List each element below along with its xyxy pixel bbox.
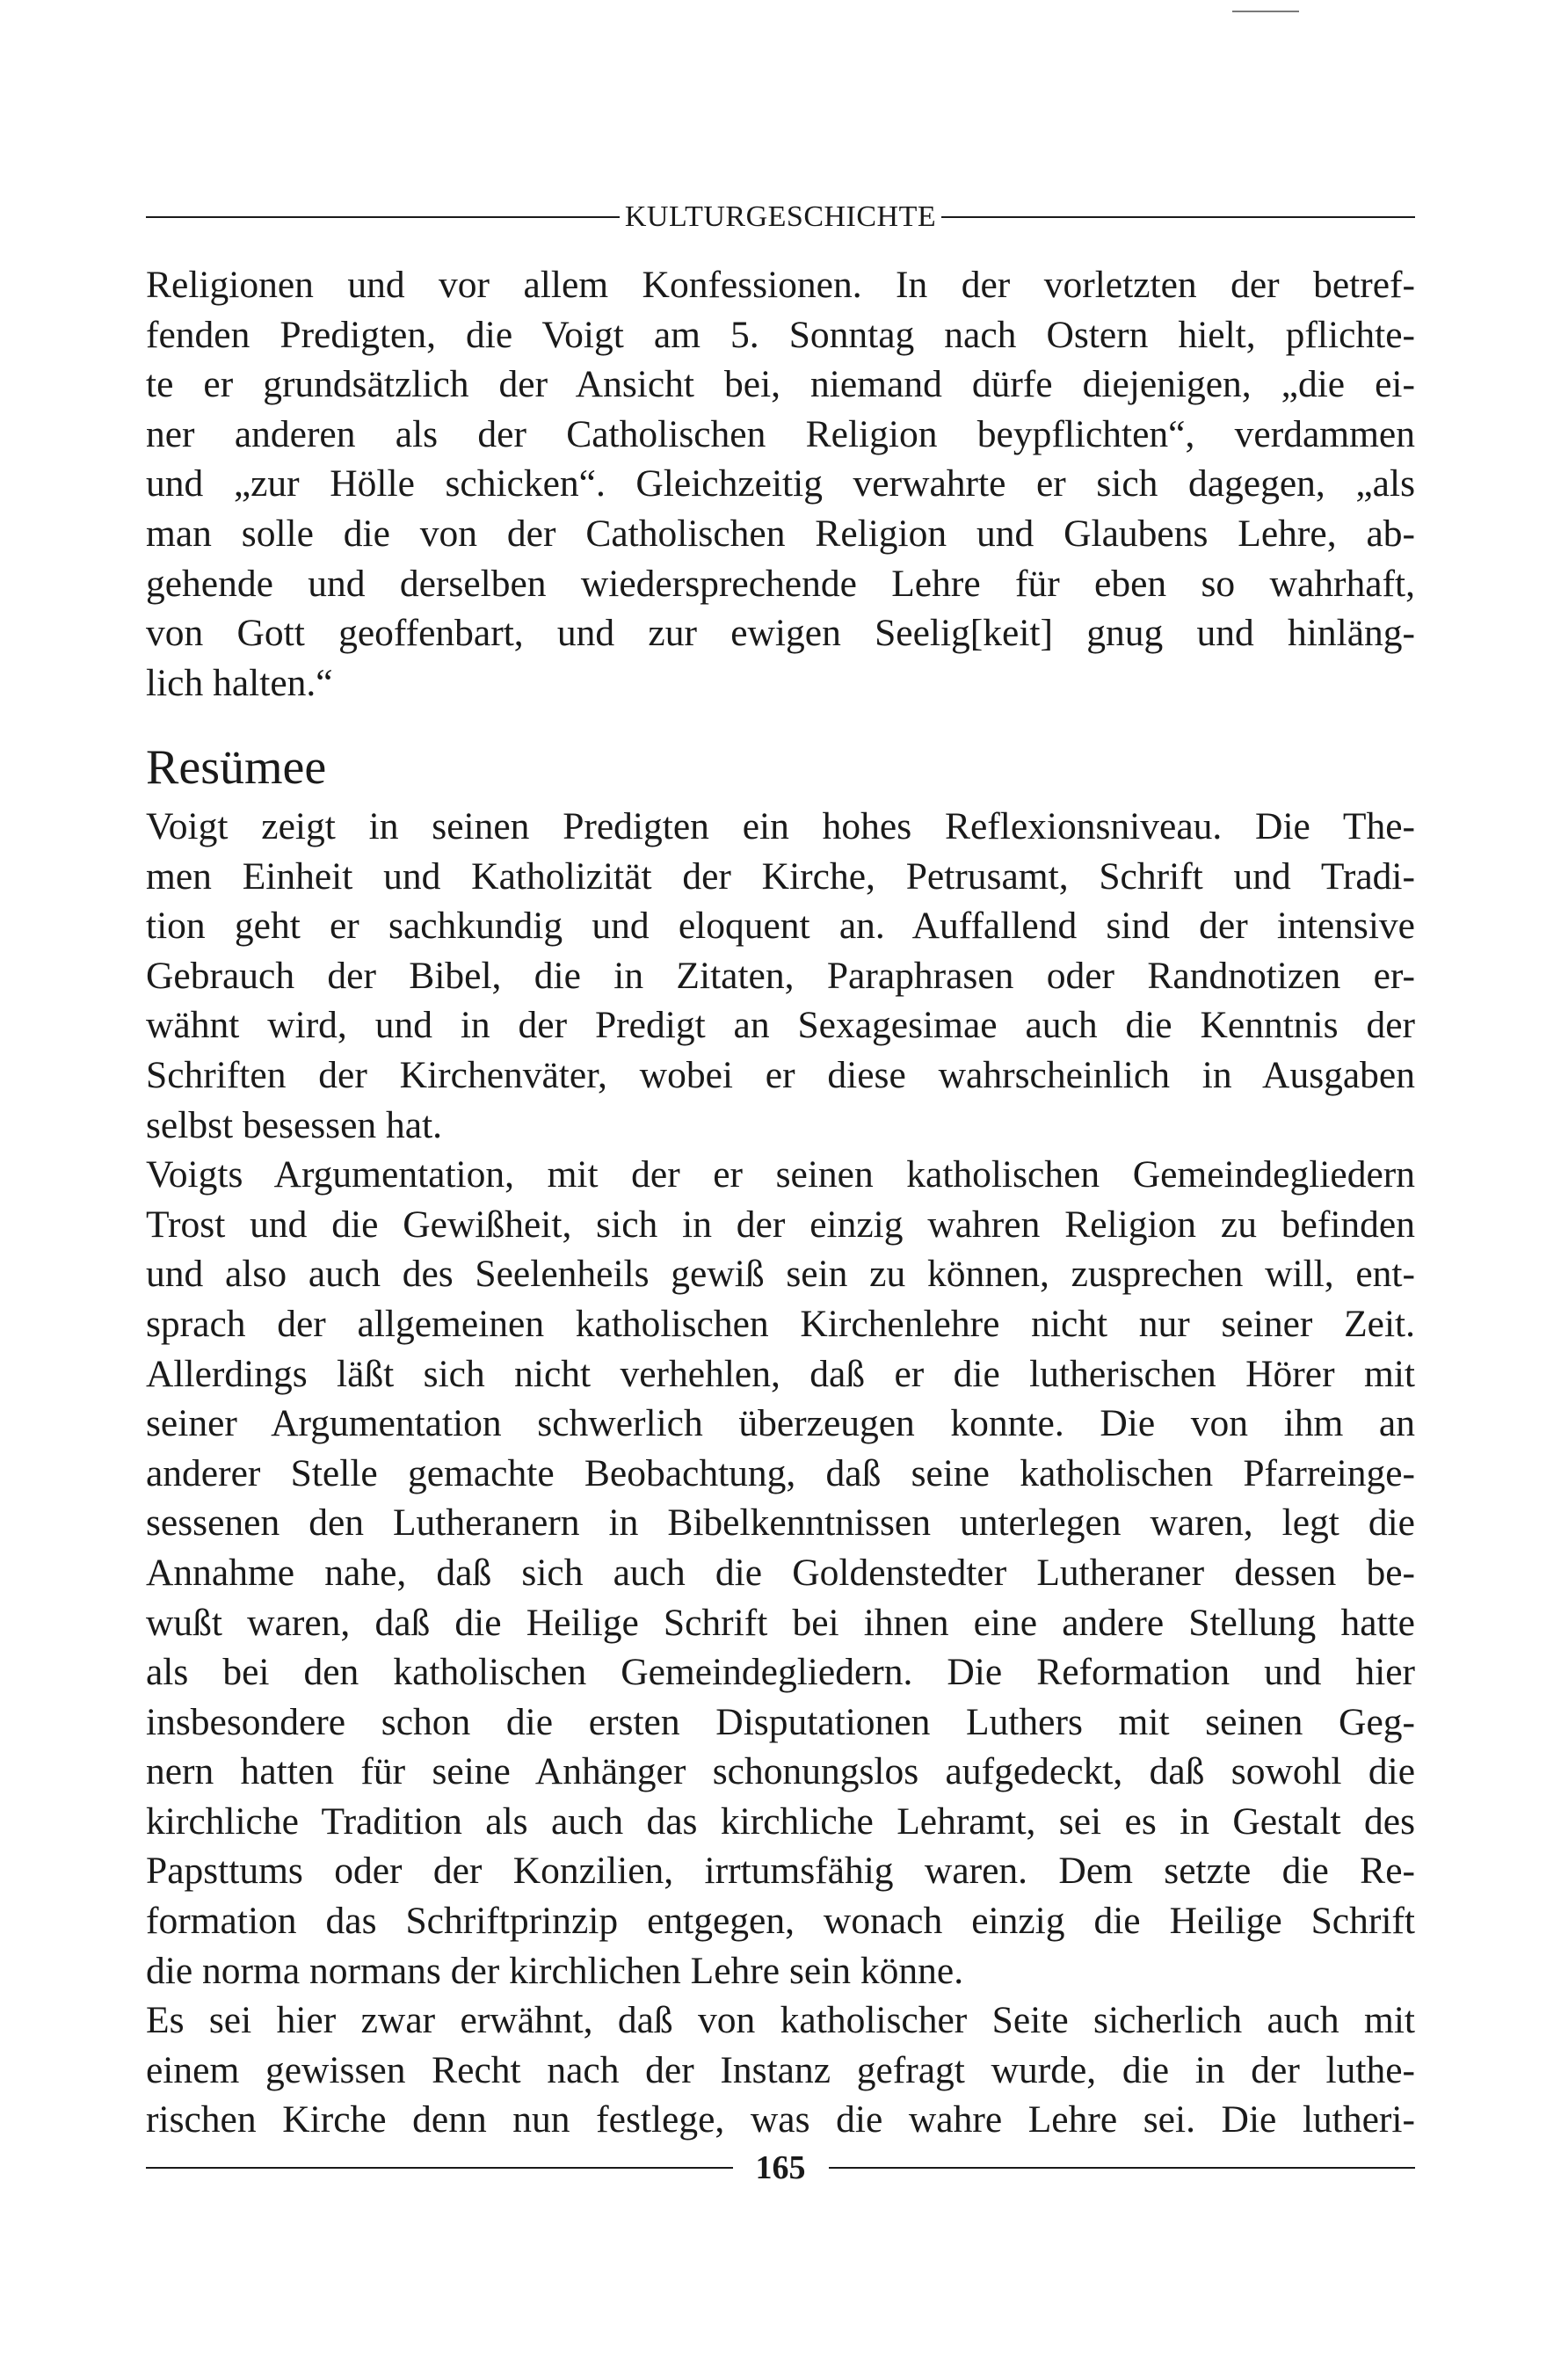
top-edge-rule [1232,11,1299,12]
text-line: te er grundsätzlich der Ansicht bei, niemand dürfe diejenigen, „die ei- [146,363,1415,406]
text-line: sprach der allgemeinen katholischen Kirchenlehre nicht nur seiner Zeit. [146,1302,1415,1345]
text-line: ner anderen als der Catholischen Religion beypflichten“, verdammen [146,412,1415,455]
text-line: als bei den katholischen Gemeindegliedern. Die Reformation und hier [146,1651,1415,1694]
text-line: von Gott geoffenbart, und zur ewigen Seelig[keit] gnug und hinläng- [146,612,1415,655]
page-number: 165 [755,2149,806,2186]
text-line: lich halten.“ [146,661,333,704]
text-line: Annahme nahe, daß sich auch die Goldenstedter Lutheraner dessen be- [146,1551,1415,1594]
text-line: Voigts Argumentation, mit der er seinen katholischen Gemeindegliedern [146,1153,1415,1196]
section-heading: Resümee [146,740,327,795]
paragraph-3 [146,1996,1415,2145]
text-line: sessenen den Lutheranern in Bibelkenntnissen unterlegen waren, legt die [146,1501,1415,1545]
text-line: Trost und die Gewißheit, sich in der einzig wahren Religion zu befinden [146,1203,1415,1246]
footer-rule-left [146,2167,733,2169]
text-line: rischen Kirche denn nun festlege, was die wahre Lehre sei. Die lutheri- [146,2098,1415,2141]
header-rule-right [941,216,1415,218]
running-header [146,195,1415,239]
text-line: selbst besessen hat. [146,1103,443,1146]
text-line: gehende und derselben wiedersprechende Lehre für eben so wahrhaft, [146,562,1415,605]
header-rule-left [146,216,620,218]
footer-rule-right [829,2167,1416,2169]
text-line: einem gewissen Recht nach der Instanz gefragt wurde, die in der luthe- [146,2048,1415,2091]
text-line: Allerdings läßt sich nicht verhehlen, daß er die lutherischen Hörer mit [146,1352,1415,1395]
text-line: formation das Schriftprinzip entgegen, wonach einzig die Heilige Schrift [146,1900,1415,1943]
text-line: seiner Argumentation schwerlich überzeugen konnte. Die von ihm an [146,1402,1415,1445]
text-line: Schriften der Kirchenväter, wobei er diese wahrscheinlich in Ausgaben [146,1053,1415,1096]
paragraph-2 [146,1150,1415,1996]
text-line: Voigt zeigt in seinen Predigten ein hohes Reflexionsniveau. Die The- [146,805,1415,847]
text-line: tion geht er sachkundig und eloquent an. Auffallend sind der intensive [146,905,1415,948]
section-body [146,802,1415,2145]
text-line: die norma normans der kirchlichen Lehre sein könne. [146,1949,964,1992]
paragraph-1 [146,802,1415,1150]
text-line: Es sei hier zwar erwähnt, daß von katholischer Seite sicherlich auch mit [146,1999,1415,2042]
page-footer [146,2143,1415,2192]
text-line: und „zur Hölle schicken“. Gleichzeitig verwahrte er sich dagegen, „als [146,462,1415,505]
text-line: man solle die von der Catholischen Religion und Glaubens Lehre, ab- [146,512,1415,555]
text-line: men Einheit und Katholizität der Kirche, Petrusamt, Schrift und Tradi- [146,854,1415,898]
text-line: wähnt wird, und in der Predigt an Sexagesimae auch die Kenntnis der [146,1004,1415,1047]
text-line: kirchliche Tradition als auch das kirchliche Lehramt, sei es in Gestalt des [146,1799,1415,1843]
intro-paragraph [146,260,1415,708]
text-line: wußt waren, daß die Heilige Schrift bei ihnen eine andere Stellung hatte [146,1601,1415,1644]
text-line: nern hatten für seine Anhänger schonungslos aufgedeckt, daß sowohl die [146,1750,1415,1793]
text-line: Religionen und vor allem Konfessionen. In der vorletzten der betref- [146,264,1415,306]
text-line: Papsttums oder der Konzilien, irrtumsfähig waren. Dem setzte die Re- [146,1850,1415,1893]
text-line: insbesondere schon die ersten Disputationen Luthers mit seinen Geg- [146,1700,1415,1743]
section-heading-block [146,737,1415,798]
running-header-title: KULTURGESCHICHTE [624,200,937,233]
text-line: fenden Predigten, die Voigt am 5. Sonntag nach Ostern hielt, pflichte- [146,313,1415,356]
text-line: Gebrauch der Bibel, die in Zitaten, Paraphrasen oder Randnotizen er- [146,954,1415,997]
text-line: anderer Stelle gemachte Beobachtung, daß seine katholischen Pfarreinge- [146,1451,1415,1494]
text-line: und also auch des Seelenheils gewiß sein zu können, zusprechen will, ent- [146,1253,1415,1296]
